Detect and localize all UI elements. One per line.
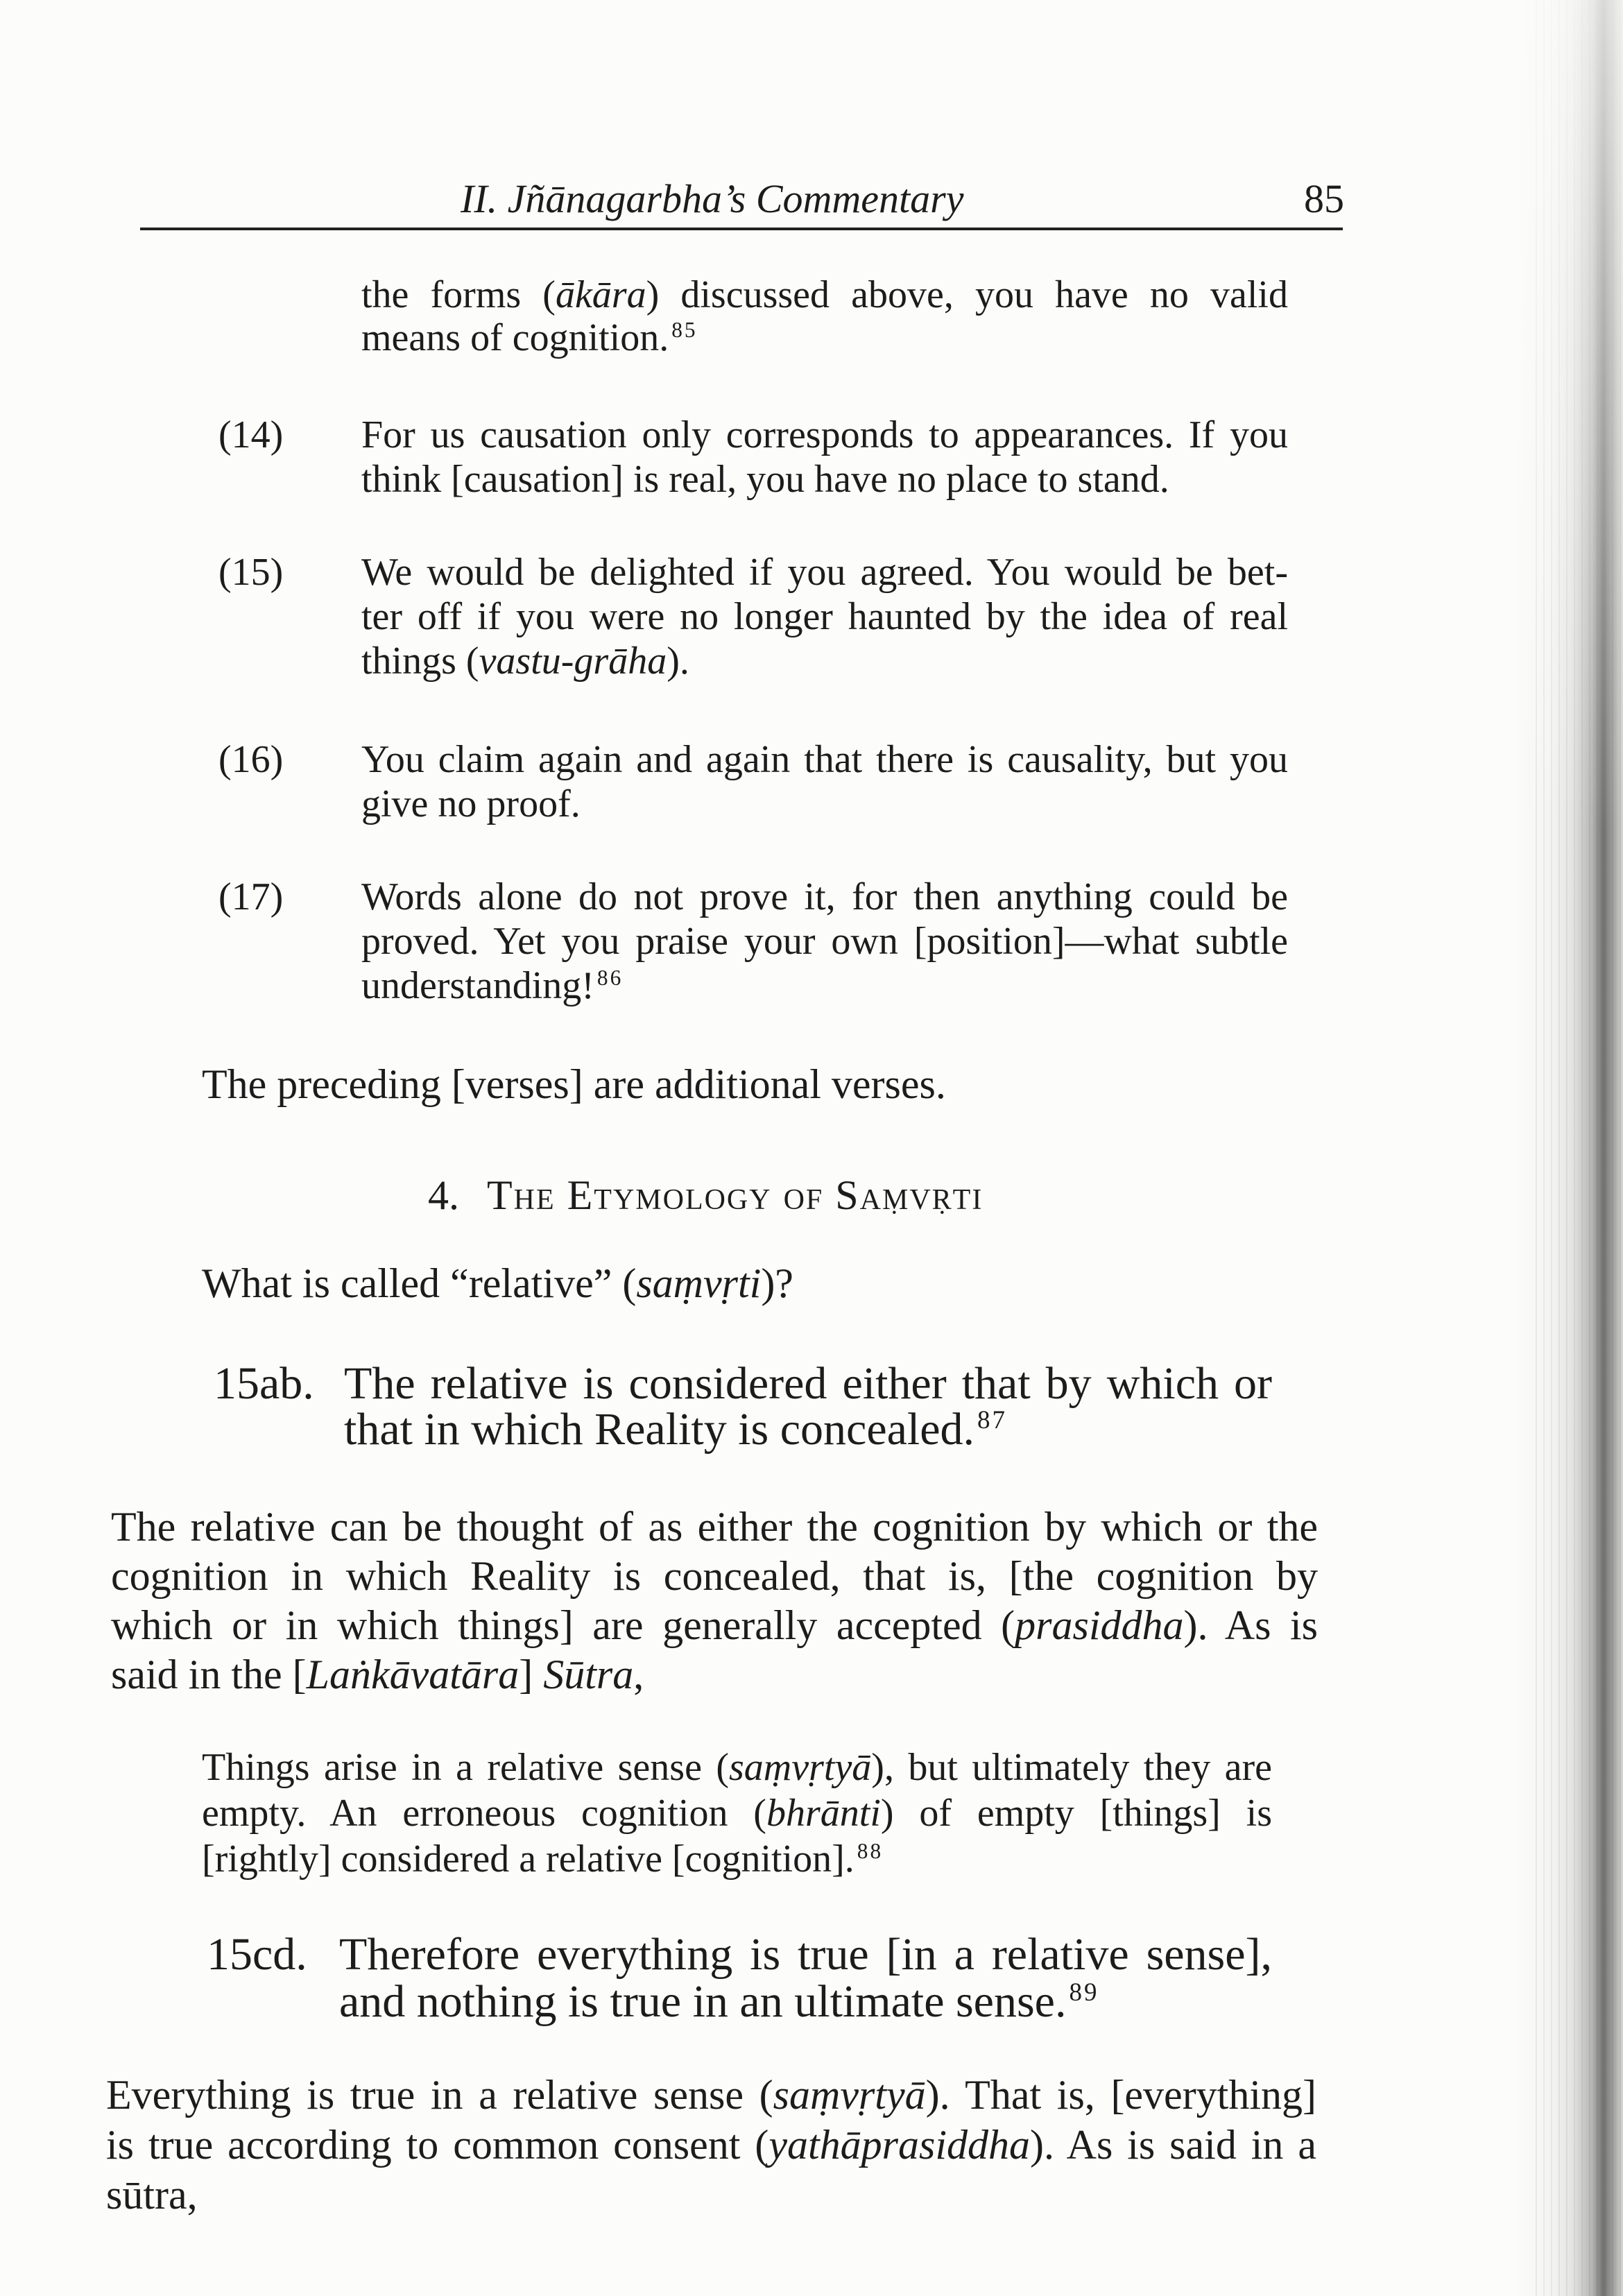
karika-line: The relative is considered either that by which or	[344, 1358, 1272, 1409]
text-segment: means of cognition.	[361, 316, 669, 359]
verse-text	[361, 737, 1288, 826]
text-segment: which or in which things] are generally accepted (	[111, 1602, 1015, 1648]
text-segment: ) discussed above, you have no valid	[646, 273, 1288, 316]
section-title: The Etymology of Saṃvṛti	[487, 1172, 984, 1218]
verse-number: (16)	[218, 738, 284, 781]
text-segment: ), but ultimately they are	[871, 1746, 1272, 1789]
italic-term: vastu-grāha	[479, 640, 667, 683]
karika-label: 15ab.	[214, 1358, 314, 1409]
karika-15ab	[0, 1358, 1623, 1458]
commentary-paragraph-2	[106, 2070, 1316, 2220]
text-segment: )?	[761, 1260, 793, 1306]
text-segment: ) of empty [things] is	[880, 1792, 1273, 1835]
text-segment: What is called “relative” (	[202, 1260, 637, 1306]
footnote-ref: 87	[977, 1405, 1007, 1434]
footnote-ref: 88	[857, 1838, 884, 1863]
question-line	[202, 1259, 793, 1308]
verse-16	[0, 737, 1623, 876]
paragraph-line: The relative can be thought of as either the cognition by which or the	[111, 1504, 1318, 1550]
section-number: 4.	[428, 1172, 459, 1218]
paragraph-line	[111, 1601, 1318, 1650]
text-segment: understanding!	[361, 964, 594, 1007]
verse-line	[361, 963, 1288, 1013]
page-number: 85	[1304, 176, 1344, 221]
continued-verse-line-1	[361, 273, 1288, 316]
verse-line: You claim again and again that there is causality, but you	[361, 738, 1288, 781]
karika-label: 15cd.	[207, 1929, 307, 1980]
text-segment: empty. An erroneous cognition (	[202, 1792, 766, 1835]
verse-text	[361, 875, 1288, 1013]
text-segment: [rightly] considered a relative [cognition].	[202, 1837, 855, 1881]
verse-17	[0, 875, 1623, 1013]
quotation-line	[202, 1745, 1272, 1790]
text-segment: that in which Reality is concealed.	[344, 1404, 975, 1455]
verse-line	[361, 639, 1288, 683]
text-segment: the forms (	[361, 273, 556, 316]
footnote-ref: 89	[1069, 1978, 1099, 2007]
italic-term: saṃvṛti	[636, 1260, 762, 1306]
karika-line: Therefore everything is true [in a relative sense],	[339, 1929, 1272, 1980]
verse-line: We would be delighted if you agreed. You would be bet-	[361, 551, 1288, 594]
verse-number: (14)	[218, 413, 284, 456]
verse-text	[361, 413, 1288, 502]
commentary-paragraph-1	[111, 1502, 1318, 1699]
paragraph-line: sūtra,	[106, 2172, 198, 2218]
verse-line: ter off if you were no longer haunted by the idea of real	[361, 595, 1288, 638]
karika-text	[344, 1358, 1272, 1459]
paragraph-line	[106, 2120, 1316, 2170]
block-quotation	[202, 1745, 1272, 1887]
verse-line: think [causation] is real, you have no place to stand.	[361, 458, 1169, 501]
text-segment: said in the [	[111, 1652, 307, 1697]
footnote-ref: 86	[596, 965, 624, 990]
text-segment: ). That is, [everything]	[925, 2072, 1316, 2118]
karika-15cd	[0, 1931, 1623, 2028]
karika-text	[339, 1931, 1272, 2032]
closing-note: The preceding [verses] are additional verses.	[202, 1061, 946, 1107]
verse-14	[0, 413, 1623, 551]
text-segment: ]	[519, 1652, 544, 1697]
quotation-line	[202, 1836, 1272, 1887]
verse-number: (17)	[218, 875, 284, 918]
italic-term: ākāra	[555, 273, 646, 316]
footnote-ref: 85	[671, 317, 698, 342]
verse-15	[0, 550, 1623, 689]
italic-term: prasiddha	[1015, 1602, 1184, 1648]
section-heading	[428, 1171, 983, 1219]
verse-line: give no proof.	[361, 782, 581, 825]
text-segment: Things arise in a relative sense (	[202, 1746, 729, 1789]
header-rule	[140, 228, 1343, 230]
verse-number: (15)	[218, 551, 284, 594]
italic-term: yathāprasiddha	[768, 2122, 1031, 2168]
continued-verse	[361, 273, 1288, 365]
karika-line	[344, 1404, 1272, 1459]
verse-text	[361, 550, 1288, 683]
continued-verse-line-2	[361, 316, 1288, 365]
karika-line	[339, 1978, 1272, 2032]
text-segment: ). As is	[1183, 1602, 1318, 1648]
text-segment: ,	[633, 1652, 644, 1697]
italic-term: saṃvṛtyā	[773, 2072, 926, 2118]
verse-line: proved. Yet you praise your own [position]—what subtle	[361, 920, 1288, 963]
text-segment: is true according to common consent (	[106, 2122, 769, 2168]
italic-term: Sūtra	[543, 1652, 634, 1697]
text-segment: ). As is said in a	[1030, 2122, 1316, 2168]
paragraph-line: cognition in which Reality is concealed, that is, [the cognition by	[111, 1553, 1318, 1599]
paragraph-line	[106, 2070, 1316, 2120]
italic-term: Laṅkāvatāra	[306, 1652, 519, 1697]
text-segment: things (	[361, 640, 479, 683]
verse-line: For us causation only corresponds to appearances. If you	[361, 413, 1288, 456]
italic-term: bhrānti	[766, 1792, 881, 1835]
verse-line: Words alone do not prove it, for then anything could be	[361, 875, 1288, 918]
paragraph-line	[111, 1650, 1318, 1699]
text-segment: ).	[667, 640, 689, 683]
running-title: II. Jñānagarbha’s Commentary	[461, 176, 964, 221]
italic-term: saṃvṛtyā	[729, 1746, 872, 1789]
quotation-line	[202, 1790, 1272, 1836]
text-segment: Everything is true in a relative sense (	[106, 2072, 773, 2118]
text-segment: and nothing is true in an ultimate sense.	[339, 1976, 1067, 2027]
